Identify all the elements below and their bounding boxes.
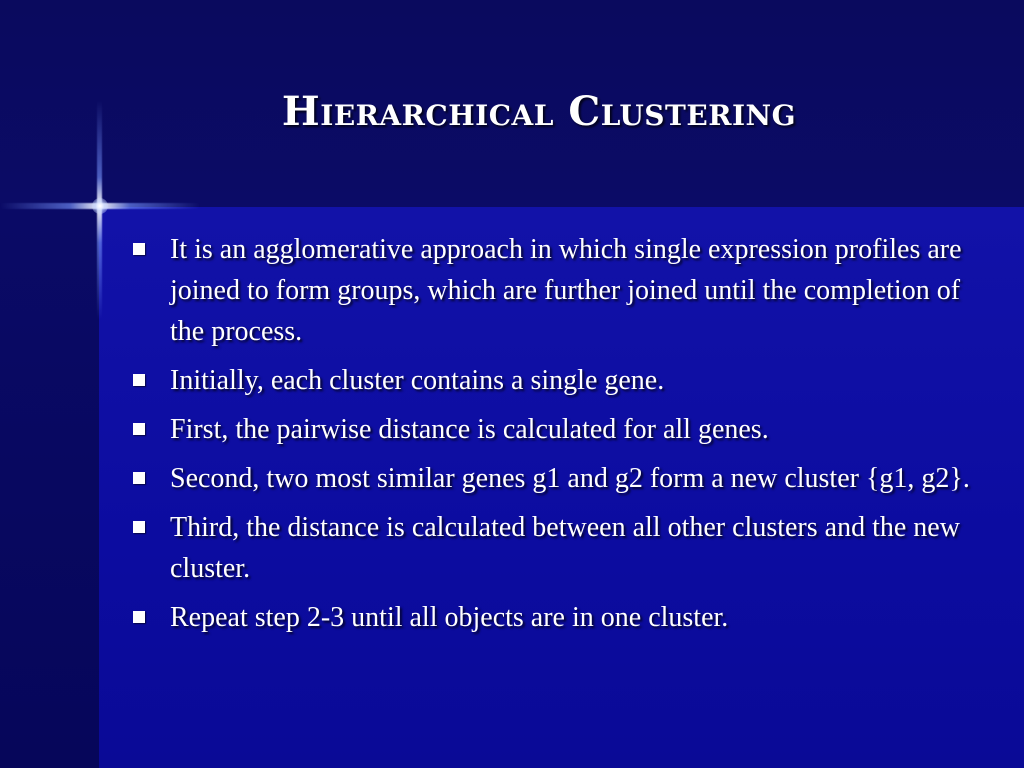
- bullet-text: It is an agglomerative approach in which single expression profiles are joined to form groups, which are further joined until the completion of the process.: [170, 234, 962, 347]
- bullet-item: [130, 507, 970, 589]
- bullet-list: [130, 229, 970, 646]
- square-bullet-icon: [133, 423, 145, 435]
- square-bullet-icon: [133, 374, 145, 386]
- left-strip: [0, 207, 99, 768]
- bullet-item: [130, 229, 970, 352]
- bullet-item: [130, 360, 970, 401]
- square-bullet-icon: [133, 472, 145, 484]
- bullet-text: Initially, each cluster contains a single gene.: [170, 365, 665, 396]
- star-glint-icon: [92, 198, 108, 214]
- bullet-text: Repeat step 2-3 until all objects are in one cluster.: [170, 602, 729, 633]
- square-bullet-icon: [133, 243, 145, 255]
- bullet-text: Third, the distance is calculated between all other clusters and the new cluster.: [170, 512, 960, 584]
- bullet-text: Second, two most similar genes g1 and g2 form a new cluster {g1, g2}.: [170, 463, 970, 494]
- bullet-text: First, the pairwise distance is calculated for all genes.: [170, 414, 769, 445]
- bullet-item: [130, 409, 970, 450]
- bullet-item: [130, 597, 970, 638]
- square-bullet-icon: [133, 611, 145, 623]
- bullet-item: [130, 458, 970, 499]
- square-bullet-icon: [133, 521, 145, 533]
- slide-title: Hierarchical Clustering: [281, 88, 797, 135]
